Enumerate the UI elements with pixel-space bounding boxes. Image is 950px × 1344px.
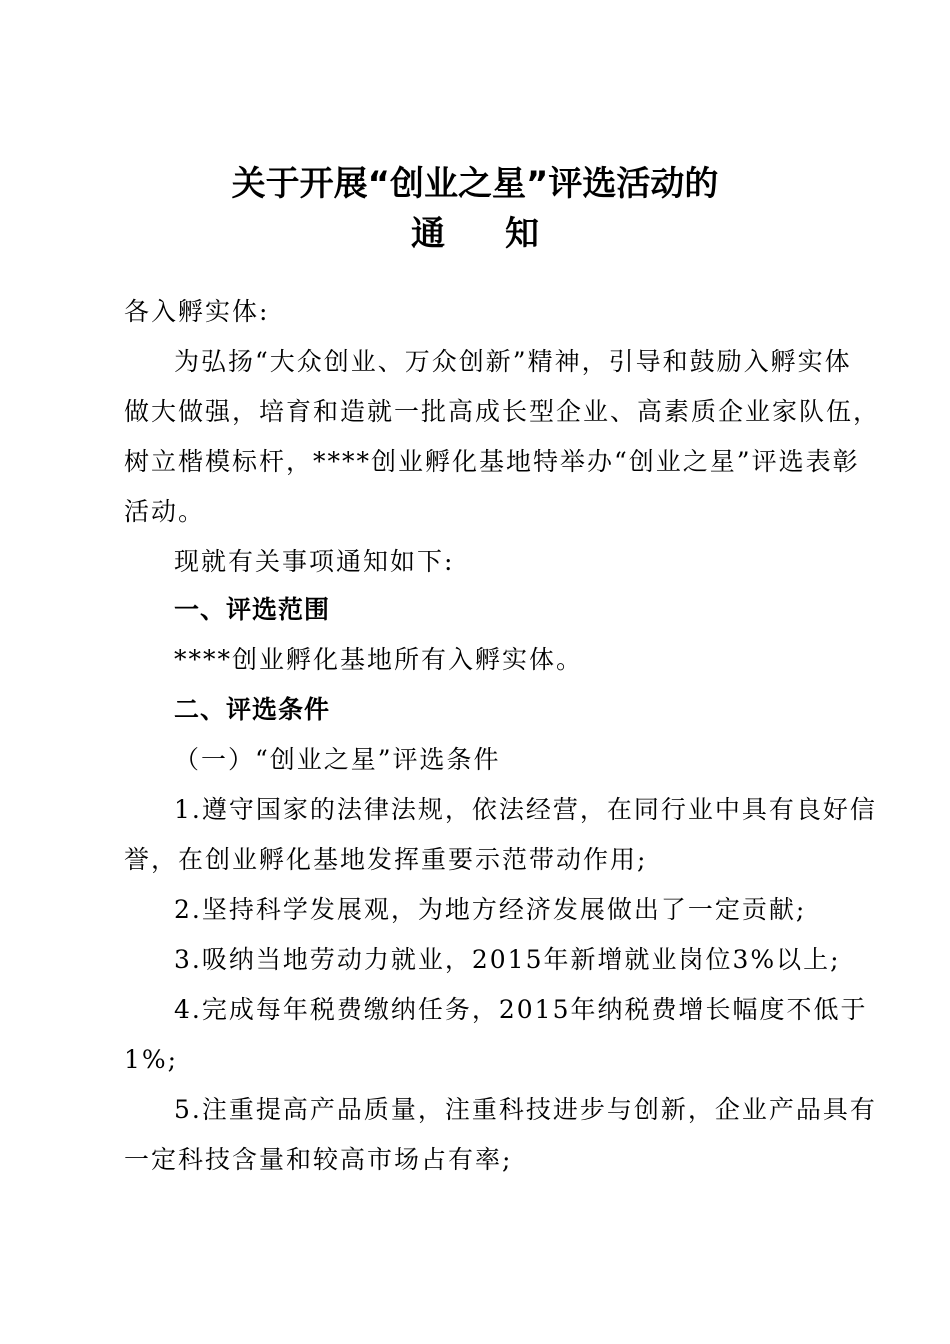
intro-line-2: 做大做强，培育和造就一批高成长型企业、高素质企业家队伍， [124, 397, 881, 426]
item-4-line-1: 4.完成每年税费缴纳任务，2015年纳税费增长幅度不低于 [174, 995, 868, 1024]
document-title-line-1: 关于开展“创业之星”评选活动的 [231, 164, 719, 204]
item-1-line-2: 誉，在创业孵化基地发挥重要示范带动作用; [124, 845, 648, 874]
notice-line: 现就有关事项通知如下: [174, 547, 455, 576]
section-2-heading: 二、评选条件 [174, 695, 331, 724]
item-4-line-2: 1%; [124, 1045, 179, 1074]
item-5-line-2: 一定科技含量和较高市场占有率; [124, 1145, 513, 1174]
intro-line-1: 为弘扬“大众创业、万众创新”精神，引导和鼓励入孵实体 [174, 347, 852, 376]
intro-line-3: 树立楷模标杆，****创业孵化基地特举办“创业之星”评选表彰 [124, 447, 860, 476]
item-1-line-1: 1.遵守国家的法律法规，依法经营，在同行业中具有良好信 [174, 795, 877, 824]
item-5-line-1: 5.注重提高产品质量，注重科技进步与创新，企业产品具有 [174, 1095, 877, 1124]
document-title-line-2: 通知 [411, 214, 599, 254]
subsection-1-heading: （一）“创业之星”评选条件 [174, 745, 501, 774]
item-2: 2.坚持科学发展观，为地方经济发展做出了一定贡献; [174, 895, 807, 924]
intro-line-4: 活动。 [124, 497, 206, 526]
item-3: 3.吸纳当地劳动力就业，2015年新增就业岗位3%以上; [174, 945, 841, 974]
section-1-body: ****创业孵化基地所有入孵实体。 [174, 645, 584, 674]
section-1-heading: 一、评选范围 [174, 595, 331, 624]
salutation: 各入孵实体: [124, 297, 270, 326]
